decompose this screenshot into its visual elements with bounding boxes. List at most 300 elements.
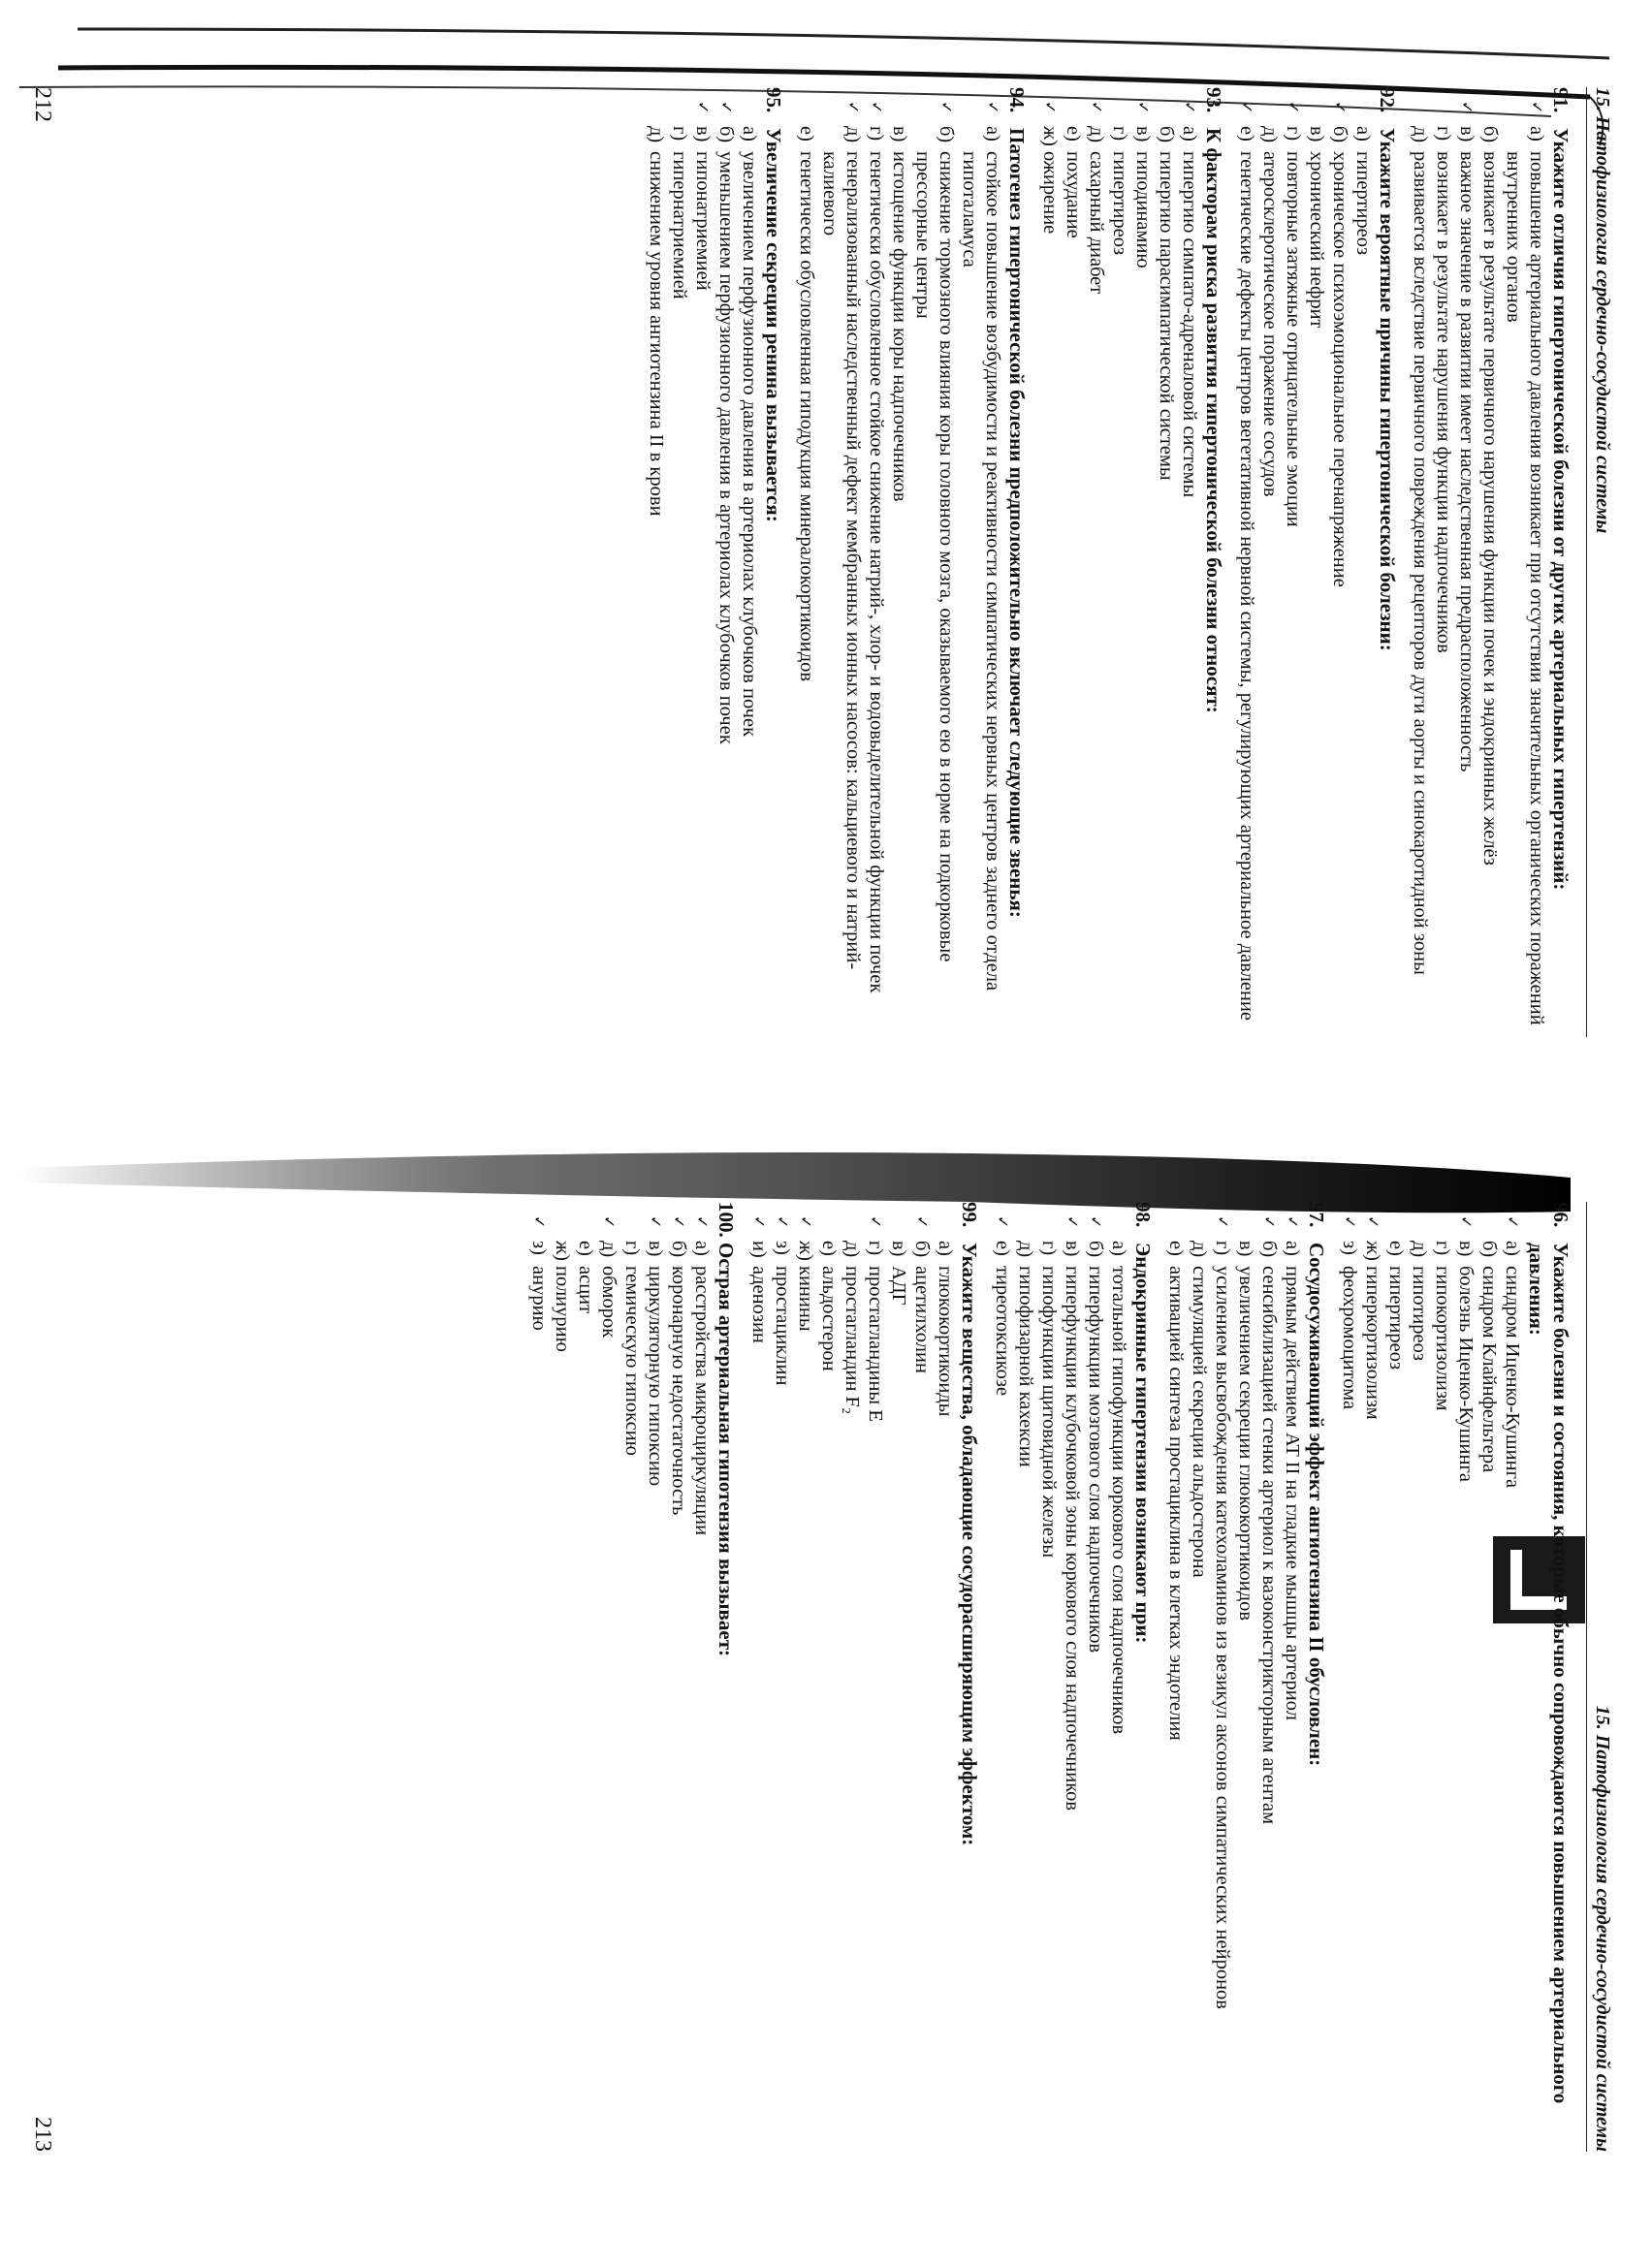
answer-option bbox=[1338, 1202, 1361, 2152]
answer-option bbox=[911, 87, 958, 1037]
answer-option bbox=[1409, 87, 1432, 1037]
answer-option bbox=[1305, 87, 1328, 1037]
answer-option bbox=[1084, 1202, 1107, 2152]
checkmark-icon: ✓ bbox=[1284, 1215, 1302, 1229]
answer-option bbox=[597, 1202, 620, 2152]
answer-option bbox=[1258, 87, 1282, 1037]
option-letter: г) bbox=[621, 1241, 643, 1256]
question-list bbox=[635, 87, 1573, 1037]
answer-option bbox=[934, 1202, 957, 2152]
question-text: Эндокринные гипертензии возникают при: bbox=[1131, 1243, 1155, 1644]
checkmark-icon bbox=[1431, 1215, 1454, 1241]
checkmark-icon: ✓ bbox=[774, 1215, 792, 1229]
question-number: 93. bbox=[1202, 87, 1225, 113]
option-letter: г) bbox=[865, 1241, 886, 1256]
option-text: развивается вследствие первичного повреждения рецепторов дуги аорты и синокаротидной зоны bbox=[1410, 151, 1431, 975]
option-letter: д) bbox=[598, 1241, 620, 1258]
checkmark-icon bbox=[1155, 101, 1178, 126]
option-text: возникает в результате первичного нарушения функции почек и эндокринных желёз bbox=[1479, 151, 1501, 866]
option-text: гипофункции щитовидной железы bbox=[1038, 1266, 1060, 1559]
answer-option bbox=[1188, 1202, 1211, 2152]
answer-option bbox=[1432, 87, 1455, 1037]
option-text: генерализованный наследственный дефект мембранных ионных насосов: кальциевого и натрий-калиевого bbox=[819, 151, 864, 970]
question-text: Укажите вещества, обладающие сосудорасширяющим эффектом: bbox=[958, 1243, 981, 1846]
checkmark-icon bbox=[1408, 1215, 1431, 1241]
checkmark-icon bbox=[1014, 1215, 1037, 1241]
option-text: гиперфункции клубочковой зоны коркового слоя надпочечников bbox=[1062, 1266, 1083, 1811]
option-text: гемическую гипоксию bbox=[621, 1266, 643, 1456]
question-heading bbox=[1524, 1202, 1573, 2152]
question-number: 95. bbox=[762, 87, 785, 113]
option-text: альдостерон bbox=[818, 1266, 840, 1371]
question-block bbox=[1235, 87, 1399, 1037]
checkmark-icon: ✓ bbox=[994, 1215, 1012, 1229]
page-number: 213 bbox=[30, 2117, 55, 2152]
checkmark-icon: ✓ bbox=[937, 101, 956, 114]
checkmark-icon bbox=[645, 101, 668, 126]
option-letter: в) bbox=[1306, 126, 1327, 142]
option-text: гиподинамию bbox=[1132, 151, 1154, 268]
option-letter: а) bbox=[739, 126, 760, 142]
checkmark-icon bbox=[1432, 101, 1455, 126]
option-text: феохромоцитома bbox=[1339, 1266, 1360, 1410]
checkmark-icon bbox=[1384, 1215, 1408, 1241]
answer-option bbox=[818, 87, 865, 1037]
answer-option bbox=[1431, 1202, 1454, 2152]
question-text: Укажите болезни и состояния, которые обычно сопровождаются повышением артериального давления: bbox=[1525, 1243, 1573, 2104]
option-letter: д) bbox=[1015, 1241, 1036, 1258]
checkmark-icon: ✓ bbox=[1087, 1215, 1105, 1229]
option-letter: а) bbox=[1108, 1241, 1129, 1256]
answer-option bbox=[865, 87, 888, 1037]
question-number: 97. bbox=[1305, 1202, 1328, 1228]
answer-option bbox=[574, 1202, 597, 2152]
option-text: расстройства микроциркуляции bbox=[691, 1266, 713, 1536]
right-page bbox=[0, 1144, 1652, 2190]
option-text: усилением высвобождения катехоламинов из везикул аксонов симпатических нейронов bbox=[1212, 1266, 1233, 2009]
answer-option bbox=[794, 1202, 817, 2152]
question-text: Острая артериальная гипотензия вызывает: bbox=[715, 1243, 738, 1657]
question-list bbox=[518, 1202, 1573, 2152]
answer-option bbox=[1037, 1202, 1061, 2152]
question-number: 100. bbox=[715, 1202, 738, 1238]
option-text: сенсибилизацией стенки артериол к вазоконстрикторным агентам bbox=[1258, 1266, 1280, 1825]
option-text: гипонатриемией bbox=[692, 151, 714, 291]
question-block bbox=[795, 87, 1029, 1037]
checkmark-icon bbox=[551, 1215, 574, 1241]
answer-option bbox=[1478, 87, 1502, 1037]
answer-option bbox=[887, 1202, 910, 2152]
checkmark-icon: ✓ bbox=[868, 101, 886, 114]
option-text: гипергию симпато-адреналовой системы bbox=[1179, 151, 1200, 498]
question-text: Укажите отличия гипертонической болезни от других артериальных гипертензий: bbox=[1549, 128, 1573, 891]
checkmark-icon bbox=[841, 1215, 864, 1241]
option-text: хроническое психоэмоциональное перенапряжение bbox=[1329, 151, 1350, 587]
left-page bbox=[0, 29, 1652, 1076]
option-letter: в) bbox=[1062, 1241, 1083, 1257]
option-letter: в) bbox=[889, 126, 910, 142]
question-heading bbox=[1548, 87, 1573, 1037]
option-text: гипертиреоз bbox=[1352, 151, 1374, 256]
option-letter: в) bbox=[1132, 126, 1154, 142]
option-letter: б) bbox=[1478, 1241, 1500, 1258]
answer-option bbox=[1501, 1202, 1524, 2152]
question-block bbox=[527, 1202, 738, 2152]
checkmark-icon bbox=[1037, 1215, 1061, 1241]
option-letter: а) bbox=[1526, 126, 1547, 142]
option-letter: г) bbox=[1212, 1241, 1233, 1256]
option-text: гипертиреоз bbox=[1385, 1266, 1407, 1370]
question-block bbox=[991, 1202, 1155, 2152]
checkmark-icon bbox=[934, 1215, 957, 1241]
checkmark-icon: ✓ bbox=[1041, 101, 1060, 114]
option-text: тотальной гипофункции коркового слоя надпочечников bbox=[1108, 1266, 1129, 1735]
checkmark-icon: ✓ bbox=[1181, 101, 1199, 114]
question-block bbox=[1409, 87, 1573, 1037]
option-letter: б) bbox=[668, 1241, 689, 1258]
answer-option bbox=[910, 1202, 934, 2152]
question-number: 98. bbox=[1131, 1202, 1155, 1228]
question-block bbox=[747, 1202, 981, 2152]
answer-option bbox=[1014, 1202, 1037, 2152]
answer-option bbox=[691, 87, 715, 1037]
option-letter: а) bbox=[982, 126, 1003, 142]
question-block bbox=[1338, 1202, 1573, 2152]
option-text: активацией синтеза простациклина в клетках эндотелия bbox=[1165, 1266, 1187, 1741]
answer-option bbox=[644, 1202, 667, 2152]
option-letter: е) bbox=[575, 1241, 596, 1256]
answer-option bbox=[795, 87, 818, 1037]
option-letter: г) bbox=[1283, 126, 1304, 142]
option-letter: б) bbox=[1479, 126, 1501, 143]
option-text: снижением уровня ангиотензина II в крови bbox=[646, 151, 667, 517]
checkmark-icon: ✓ bbox=[694, 101, 713, 114]
question-block bbox=[1038, 87, 1225, 1037]
checkmark-icon bbox=[574, 1215, 597, 1241]
option-letter: г) bbox=[669, 126, 690, 142]
option-text: похудание bbox=[1063, 151, 1084, 238]
option-text: гипокортизолизм bbox=[1432, 1266, 1453, 1411]
checkmark-icon bbox=[620, 1215, 644, 1241]
answer-option bbox=[1085, 87, 1108, 1037]
question-number: 99. bbox=[958, 1202, 981, 1228]
option-text: коронарную недостаточность bbox=[668, 1266, 689, 1516]
checkmark-icon: ✓ bbox=[844, 101, 863, 114]
answer-option bbox=[1477, 1202, 1501, 2152]
option-letter: а) bbox=[1502, 1241, 1523, 1256]
option-text: глюкокортикоиды bbox=[935, 1266, 956, 1417]
option-text: полиурию bbox=[552, 1266, 573, 1352]
answer-option bbox=[1211, 1202, 1234, 2152]
option-text: ацетилхолин bbox=[911, 1266, 933, 1373]
answer-option bbox=[888, 87, 911, 1037]
checkmark-icon: ✓ bbox=[717, 101, 736, 114]
option-text: повышение артериального давления возникает при отсутствии значительных органических поражений внутренних органов bbox=[1503, 151, 1547, 1025]
question-text: Патогенез гипертонической болезни предположительно включает следующие звенья: bbox=[1005, 128, 1029, 918]
question-heading bbox=[1375, 87, 1399, 1037]
checkmark-icon bbox=[887, 1215, 910, 1241]
question-heading bbox=[1201, 87, 1225, 1037]
option-text: ожирение bbox=[1039, 151, 1061, 235]
question-text: Сосудосуживающий эффект ангиотензина II обусловлен: bbox=[1305, 1243, 1328, 1767]
checkmark-icon: ✓ bbox=[1088, 101, 1106, 114]
option-text: истощение функции коры надпочечников bbox=[889, 151, 910, 502]
option-text: стимуляцией секреции альдостерона bbox=[1189, 1266, 1210, 1578]
option-text: прямым действием AT II на гладкие мышцы артериол bbox=[1282, 1266, 1303, 1720]
option-letter: б) bbox=[1156, 126, 1177, 143]
checkmark-icon bbox=[1351, 101, 1375, 126]
option-letter: б) bbox=[1085, 1241, 1106, 1258]
answer-option bbox=[667, 1202, 690, 2152]
answer-option bbox=[817, 1202, 841, 2152]
option-letter: з) bbox=[1339, 1241, 1360, 1255]
option-text: простагландины Е bbox=[865, 1266, 886, 1422]
answer-option bbox=[747, 1202, 771, 2152]
checkmark-icon: ✓ bbox=[1331, 101, 1350, 114]
answer-option bbox=[1108, 87, 1131, 1037]
question-heading bbox=[1004, 87, 1029, 1037]
answer-option bbox=[1131, 87, 1155, 1037]
option-letter: е) bbox=[1385, 1241, 1407, 1256]
checkmark-icon: ✓ bbox=[1528, 101, 1546, 114]
answer-option bbox=[1361, 1202, 1384, 2152]
answer-option bbox=[738, 87, 761, 1037]
option-text: синдром Клайнфельтера bbox=[1478, 1266, 1500, 1473]
option-letter: д) bbox=[842, 126, 864, 143]
page-number: 212 bbox=[30, 87, 55, 122]
option-letter: в) bbox=[888, 1241, 909, 1257]
option-text: АДГ bbox=[888, 1266, 909, 1306]
checkmark-icon: ✓ bbox=[647, 1215, 665, 1229]
option-text: аденозин bbox=[748, 1266, 770, 1343]
option-letter: е) bbox=[1236, 126, 1257, 142]
checkmark-icon bbox=[668, 101, 691, 126]
checkmark-icon: ✓ bbox=[1134, 101, 1153, 114]
question-heading bbox=[1304, 1202, 1328, 2152]
checkmark-icon bbox=[888, 101, 911, 126]
option-letter: в) bbox=[1455, 1241, 1477, 1257]
option-letter: з) bbox=[772, 1241, 793, 1255]
option-text: повторные затяжные отрицательные эмоции bbox=[1283, 151, 1304, 527]
option-letter: б) bbox=[1258, 1241, 1280, 1258]
answer-option bbox=[1282, 87, 1305, 1037]
answer-option bbox=[1155, 87, 1178, 1037]
answer-option bbox=[1328, 87, 1351, 1037]
checkmark-icon: ✓ bbox=[1341, 1215, 1359, 1229]
running-header: 15. Патофизиология сердечно-сосудистой системы bbox=[1586, 87, 1613, 1037]
option-text: асцит bbox=[575, 1266, 596, 1314]
checkmark-icon: ✓ bbox=[1238, 101, 1256, 114]
checkmark-icon bbox=[1478, 101, 1502, 126]
checkmark-icon: ✓ bbox=[1260, 1215, 1279, 1229]
option-text: гипертиреоз bbox=[1109, 151, 1130, 256]
option-letter: е) bbox=[796, 126, 817, 142]
option-letter: б) bbox=[936, 126, 957, 143]
answer-option bbox=[645, 87, 668, 1037]
checkmark-icon bbox=[795, 101, 818, 126]
option-text: кинины bbox=[795, 1266, 816, 1332]
checkmark-icon: ✓ bbox=[867, 1215, 885, 1229]
question-text: К факторам риска развития гипертонической болезни относят: bbox=[1202, 128, 1225, 713]
checkmark-icon bbox=[738, 101, 761, 126]
option-letter: е) bbox=[992, 1241, 1013, 1256]
question-block bbox=[645, 87, 785, 1037]
option-letter: в) bbox=[645, 1241, 666, 1257]
option-letter: д) bbox=[646, 126, 667, 143]
question-text: Увеличение секреции ренина вызывается: bbox=[762, 128, 785, 522]
option-letter: в) bbox=[692, 126, 714, 142]
answer-option bbox=[958, 87, 1004, 1037]
option-letter: в) bbox=[1235, 1241, 1256, 1257]
option-text: генетически обусловленная гиподукция минералокортикоидов bbox=[796, 151, 817, 682]
option-text: гипофизарной кахексии bbox=[1015, 1266, 1036, 1467]
question-heading bbox=[714, 1202, 738, 2152]
question-number: 92. bbox=[1376, 87, 1399, 113]
option-letter: г) bbox=[1109, 126, 1130, 142]
checkmark-icon: ✓ bbox=[797, 1215, 815, 1229]
checkmark-icon: ✓ bbox=[1064, 1215, 1082, 1229]
option-text: генетически обусловленное стойкое снижение натрий-, хлор- и водовыделительной функции почек bbox=[866, 151, 887, 993]
checkmark-icon: ✓ bbox=[693, 1215, 712, 1229]
answer-option bbox=[1235, 87, 1258, 1037]
answer-option bbox=[527, 1202, 551, 2152]
question-heading bbox=[1130, 1202, 1155, 2152]
option-text: тиреотоксикозе bbox=[992, 1266, 1013, 1397]
answer-option bbox=[1502, 87, 1548, 1037]
option-text: обморок bbox=[598, 1266, 620, 1339]
question-text: Укажите вероятные причины гипертонической болезни: bbox=[1376, 128, 1399, 651]
answer-option bbox=[690, 1202, 714, 2152]
option-letter: д) bbox=[1259, 126, 1281, 143]
checkmark-icon: ✓ bbox=[1504, 1215, 1522, 1229]
option-letter: г) bbox=[1432, 1241, 1453, 1256]
answer-option bbox=[1351, 87, 1375, 1037]
checkmark-icon: ✓ bbox=[1458, 101, 1477, 114]
option-text: синдром Иценко-Кушинга bbox=[1502, 1266, 1523, 1489]
option-text: уменьшением перфузионного давления в артериолах клубочков почек bbox=[715, 151, 737, 744]
checkmark-icon: ✓ bbox=[913, 1215, 932, 1229]
option-letter: б) bbox=[715, 126, 737, 143]
option-letter: д) bbox=[1410, 126, 1431, 143]
option-letter: а) bbox=[1352, 126, 1374, 142]
answer-option bbox=[668, 87, 691, 1037]
running-header: 15. Патофизиология сердечно-сосудистой системы bbox=[1586, 1202, 1613, 2152]
checkmark-icon bbox=[1062, 101, 1085, 126]
checkmark-icon bbox=[1409, 101, 1432, 126]
answer-option bbox=[715, 87, 738, 1037]
option-letter: и) bbox=[748, 1241, 770, 1258]
checkmark-icon bbox=[1305, 101, 1328, 126]
option-letter: ж) bbox=[795, 1241, 816, 1261]
option-letter: а) bbox=[935, 1241, 956, 1256]
option-text: простациклин bbox=[772, 1266, 793, 1386]
option-letter: е) bbox=[1063, 126, 1084, 142]
question-number: 91. bbox=[1549, 87, 1573, 113]
option-letter: д) bbox=[1086, 126, 1107, 143]
checkmark-icon: ✓ bbox=[750, 1215, 769, 1229]
checkmark-icon: ✓ bbox=[1457, 1215, 1476, 1229]
answer-option bbox=[1062, 87, 1085, 1037]
option-letter: г) bbox=[866, 126, 887, 142]
checkmark-icon bbox=[1234, 1215, 1257, 1241]
option-letter: д) bbox=[842, 1241, 863, 1258]
option-text: анурию bbox=[528, 1266, 550, 1331]
checkmark-icon bbox=[1107, 1215, 1130, 1241]
answer-option bbox=[1455, 87, 1478, 1037]
option-letter: е) bbox=[1165, 1241, 1187, 1256]
option-letter: д) bbox=[1409, 1241, 1430, 1258]
answer-option bbox=[1234, 1202, 1257, 2152]
answer-option bbox=[1454, 1202, 1477, 2152]
answer-option bbox=[1061, 1202, 1084, 2152]
option-letter: ж) bbox=[1039, 126, 1061, 146]
answer-option bbox=[1038, 87, 1062, 1037]
option-text: атеросклеротическое поражение сосудов bbox=[1259, 151, 1281, 497]
option-text: стойкое повышение возбудимости и реактивности симпатических нервных центров заднего отдела гипоталамуса bbox=[959, 151, 1003, 992]
checkmark-icon bbox=[817, 1215, 841, 1241]
option-letter: з) bbox=[528, 1241, 550, 1255]
checkmark-icon: ✓ bbox=[600, 1215, 619, 1229]
option-text: увеличением секреции глюкокортикоидов bbox=[1235, 1266, 1256, 1622]
option-letter: а) bbox=[691, 1241, 713, 1256]
checkmark-icon bbox=[1477, 1215, 1501, 1241]
checkmark-icon: ✓ bbox=[530, 1215, 549, 1229]
option-letter: г) bbox=[1433, 126, 1454, 142]
answer-option bbox=[620, 1202, 644, 2152]
option-letter: г) bbox=[1038, 1241, 1060, 1256]
checkmark-icon: ✓ bbox=[670, 1215, 688, 1229]
question-heading bbox=[957, 1202, 981, 2152]
option-letter: а) bbox=[1282, 1241, 1303, 1256]
answer-option bbox=[1384, 1202, 1408, 2152]
checkmark-icon bbox=[1258, 101, 1282, 126]
answer-option bbox=[1257, 1202, 1281, 2152]
checkmark-icon bbox=[1164, 1215, 1188, 1241]
answer-option bbox=[1281, 1202, 1304, 2152]
checkmark-icon bbox=[1188, 1215, 1211, 1241]
option-text: циркуляторную гипоксию bbox=[645, 1266, 666, 1487]
answer-option bbox=[1178, 87, 1201, 1037]
question-block bbox=[1164, 1202, 1328, 2152]
option-text: возникает в результате нарушения функции надпочечников bbox=[1433, 151, 1454, 653]
option-text: простагландин F₂ bbox=[842, 1266, 863, 1415]
option-letter: а) bbox=[1179, 126, 1200, 142]
option-text: увеличением перфузионного давления в артериолах клубочков почек bbox=[739, 151, 760, 738]
question-number: 94. bbox=[1005, 87, 1029, 113]
option-letter: в) bbox=[1456, 126, 1477, 142]
option-letter: е) bbox=[818, 1241, 840, 1256]
checkmark-icon: ✓ bbox=[1214, 1215, 1232, 1229]
option-letter: ж) bbox=[1362, 1241, 1383, 1261]
answer-option bbox=[1164, 1202, 1188, 2152]
answer-option bbox=[1107, 1202, 1130, 2152]
checkmark-icon bbox=[1108, 101, 1131, 126]
option-text: гиперкортизолизм bbox=[1362, 1266, 1383, 1420]
checkmark-icon: ✓ bbox=[1364, 1215, 1382, 1229]
answer-option bbox=[841, 1202, 864, 2152]
answer-option bbox=[864, 1202, 887, 2152]
option-letter: б) bbox=[1329, 126, 1350, 143]
question-number: 96. bbox=[1549, 1202, 1573, 1228]
answer-option bbox=[771, 1202, 794, 2152]
option-letter: ж) bbox=[552, 1241, 573, 1261]
question-heading bbox=[761, 87, 785, 1037]
option-text: хронический нефрит bbox=[1306, 151, 1327, 329]
option-text: генетические дефекты центров вегетативной нервной системы, регулирующих артериальное давление bbox=[1236, 151, 1257, 1022]
answer-option bbox=[1408, 1202, 1431, 2152]
option-text: сахарный диабет bbox=[1086, 151, 1107, 295]
checkmark-icon: ✓ bbox=[1285, 101, 1303, 114]
